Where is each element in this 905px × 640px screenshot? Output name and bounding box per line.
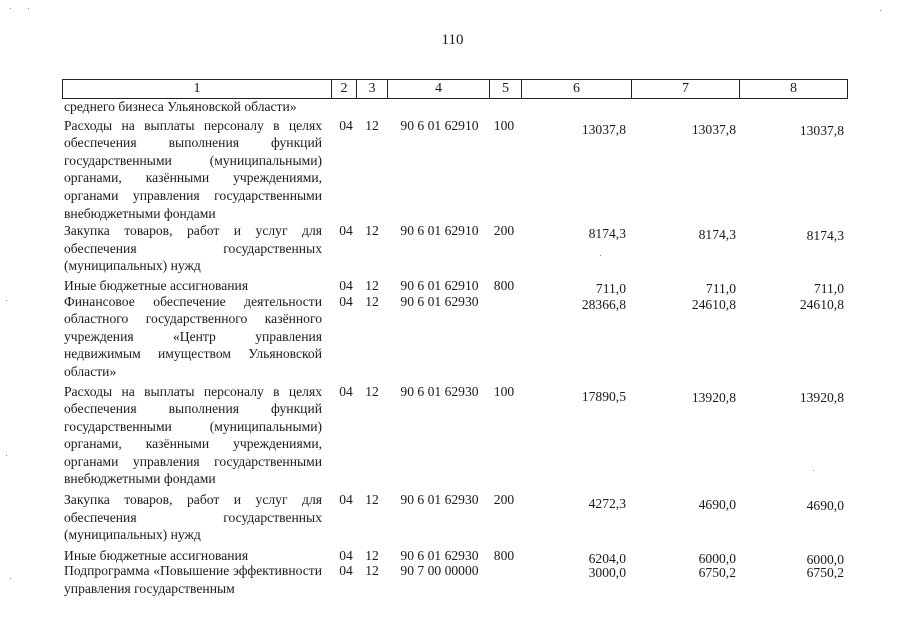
cell-subsection: 12 [365,223,379,239]
cell-amount-col7: 711,0 [705,280,736,296]
cell-amount-col7: 8174,3 [698,227,736,243]
budget-table-body [0,98,905,598]
table-row [0,562,905,597]
cell-subsection: 12 [365,117,379,133]
cell-amount-col6: 3000,0 [588,565,626,581]
cell-amount-col6: 28366,8 [581,296,626,312]
cell-amount-col6: 6204,0 [588,550,626,566]
cell-section: 04 [339,223,353,239]
cell-amount-col7: 4690,0 [698,497,736,513]
row-description: Финансовое обеспечение деятельности областного государственного казённого учреждения «Центр управления недвижимым имуществом Ульяновской области» [64,293,322,379]
row-description: Иные бюджетные ассигнования [64,277,249,293]
row-description: Закупка товаров, работ и услуг для обеспечения государственных (муниципальных) нужд [64,223,322,274]
header-col-1: 1 [63,80,332,98]
cell-target-code: 90 6 01 62910 [400,223,479,239]
table-header [62,79,848,99]
cell-section: 04 [339,117,353,133]
cell-section: 04 [339,383,353,399]
cell-amount-col8: 8174,3 [806,228,844,244]
row-description: Иные бюджетные ассигнования [64,547,249,563]
row-description: Расходы на выплаты персоналу в целях обеспечения выполнения функций государственными (муниципальными) органами, казёнными учреждениями, органами управления государственными внебюджетными фондами [64,383,322,487]
cell-amount-col8: 4690,0 [806,498,844,514]
table-row [0,293,905,381]
cell-section: 04 [339,563,353,579]
cell-amount-col8: 13037,8 [799,122,844,138]
cell-subsection: 12 [365,383,379,399]
cell-subsection: 12 [365,547,379,563]
header-col-5: 5 [490,80,522,98]
cell-target-code: 90 6 01 62910 [400,117,479,133]
cell-target-code: 90 6 01 62910 [400,277,479,293]
cell-amount-col7: 13037,8 [691,121,736,137]
header-col-3: 3 [357,80,388,98]
cell-subsection: 12 [365,277,379,293]
cell-amount-col8: 24610,8 [799,296,844,312]
row-description: среднего бизнеса Ульяновской области» [64,99,297,114]
cell-amount-col7: 6750,2 [698,565,736,581]
cell-amount-col7: 6000,0 [698,550,736,566]
cell-expense-type: 100 [493,383,515,399]
cell-target-code: 90 6 01 62930 [400,293,479,309]
cell-subsection: 12 [365,563,379,579]
cell-amount-col8: 6000,0 [806,551,844,567]
cell-section: 04 [339,492,353,508]
cell-target-code: 90 6 01 62930 [400,492,479,508]
table-row [0,383,905,489]
row-description: Подпрограмма «Повышение эффективности управления государственным [64,563,322,597]
cell-expense-type: 200 [493,223,515,239]
page-number: 110 [441,32,464,48]
header-col-4: 4 [388,80,490,98]
cell-amount-col8: 13920,8 [799,389,844,405]
row-description: Расходы на выплаты персоналу в целях обеспечения выполнения функций государственными (муниципальными) органами, казёнными учреждениями, органами управления государственными внебюджетными фондами [64,117,322,221]
cell-section: 04 [339,293,353,309]
table-row [0,117,905,223]
cell-expense-type: 800 [493,277,515,293]
cell-subsection: 12 [365,293,379,309]
cell-target-code: 90 7 00 00000 [400,563,479,579]
cell-subsection: 12 [365,492,379,508]
cell-amount-col7: 24610,8 [691,296,736,312]
cell-expense-type: 200 [493,492,515,508]
cell-amount-col6: 13037,8 [581,121,626,137]
header-col-8: 8 [790,81,797,96]
cell-amount-col6: 711,0 [595,280,626,296]
cell-amount-col8: 6750,2 [806,565,844,581]
table-row [0,491,905,544]
header-col-7: 7 [632,80,740,98]
cell-section: 04 [339,547,353,563]
cell-amount-col6: 17890,5 [581,388,626,404]
cell-target-code: 90 6 01 62930 [400,383,479,399]
table-row [0,98,905,116]
header-col-6: 6 [522,80,632,98]
cell-amount-col7: 13920,8 [691,389,736,405]
cell-expense-type: 100 [493,117,515,133]
cell-amount-col6: 4272,3 [588,496,626,512]
header-col-2: 2 [332,80,357,98]
cell-expense-type: 800 [493,547,515,563]
table-row [0,222,905,275]
cell-amount-col8: 711,0 [813,280,844,296]
cell-amount-col6: 8174,3 [588,226,626,242]
row-description: Закупка товаров, работ и услуг для обеспечения государственных (муниципальных) нужд [64,492,322,543]
cell-section: 04 [339,277,353,293]
cell-target-code: 90 6 01 62930 [400,547,479,563]
